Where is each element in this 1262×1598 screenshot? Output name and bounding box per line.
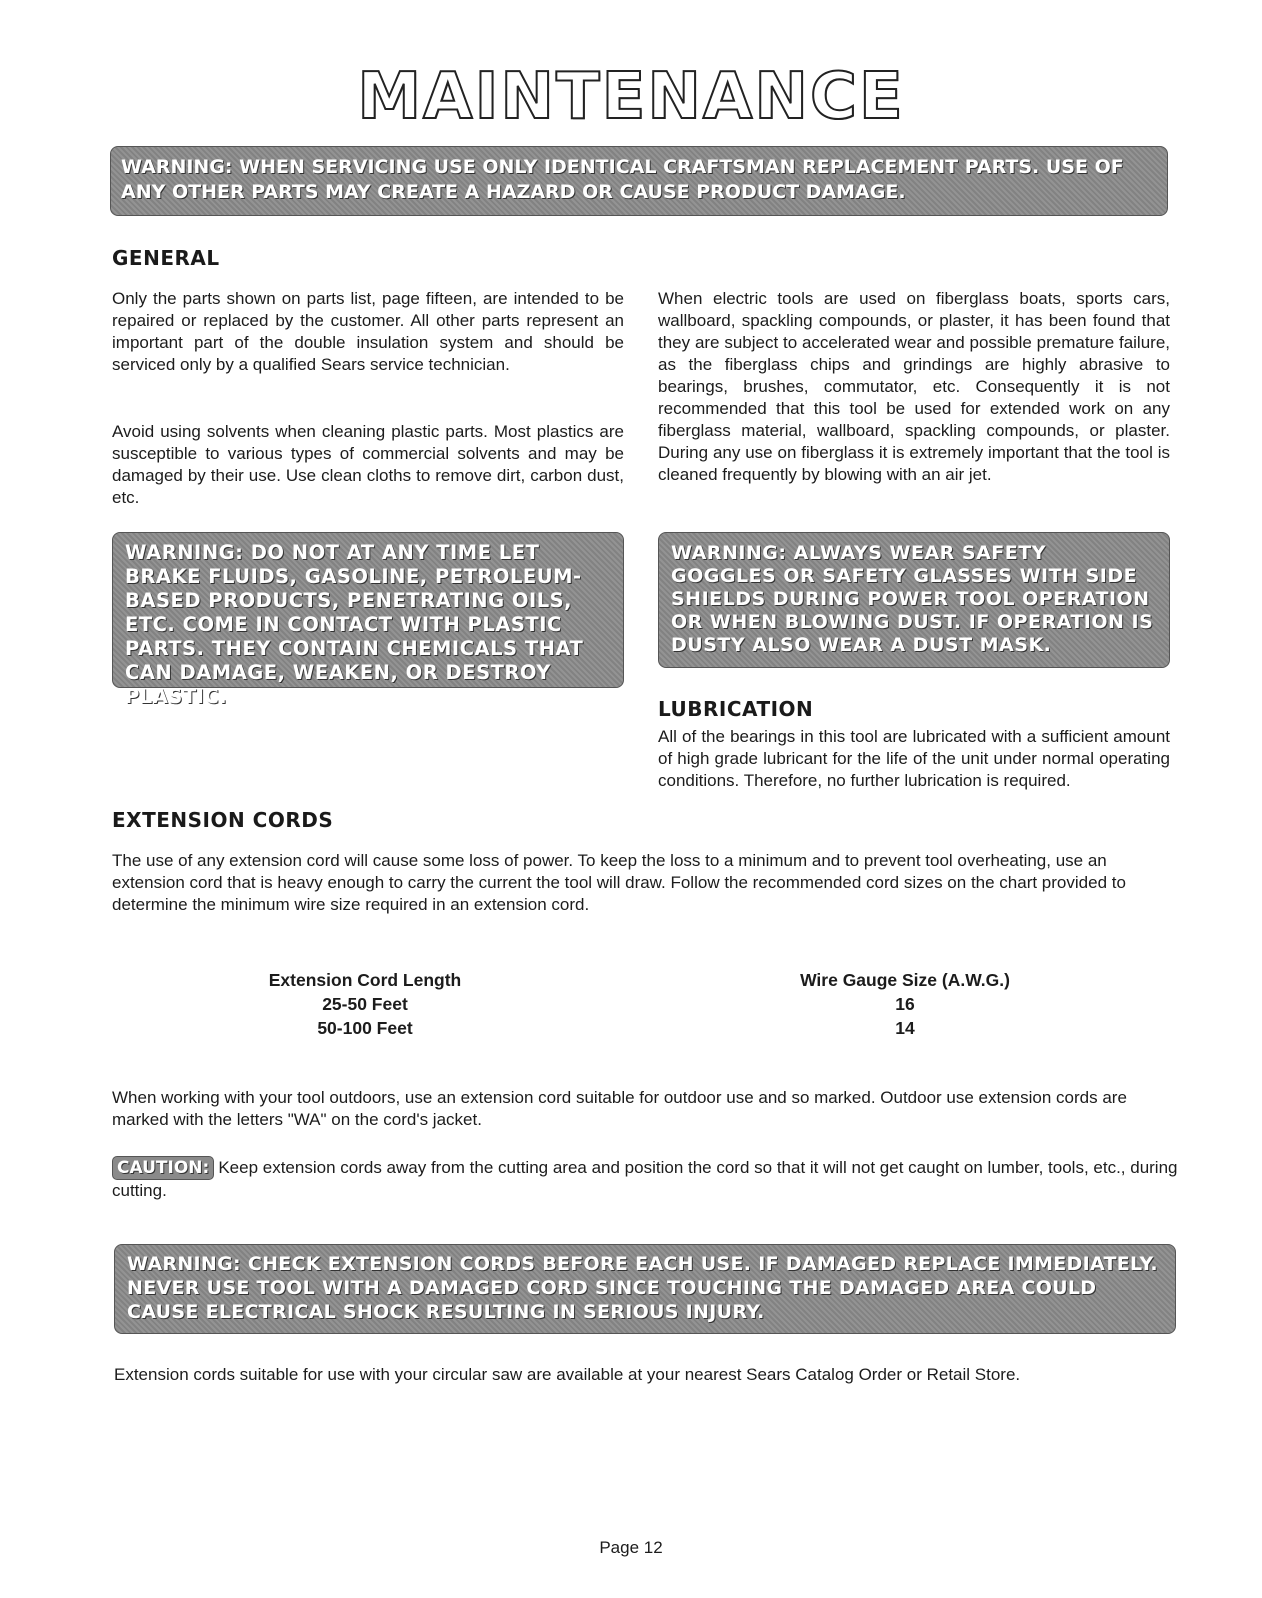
cord-table-length-row-1: 25-50 Feet [322, 994, 408, 1014]
caution-badge: CAUTION: [112, 1156, 214, 1180]
caution-text: Keep extension cords away from the cutting area and position the cord so that it will not get caught on lumber, tools, etc., during cutting. [112, 1158, 1178, 1200]
cord-table-gauge-column [760, 968, 1050, 1040]
general-heading: GENERAL [112, 246, 220, 270]
cord-table-length-header: Extension Cord Length [268, 970, 462, 990]
extension-paragraph-outdoor: When working with your tool outdoors, use an extension cord suitable for outdoor use and so marked. Outdoor use extension cords are marked with the letters "WA" on the cord's jacket. [112, 1088, 1127, 1129]
cord-table-gauge-header: Wire Gauge Size (A.W.G.) [800, 970, 1010, 990]
lubrication-paragraph: All of the bearings in this tool are lubricated with a sufficient amount of high grade lubricant for the life of the unit under normal operating conditions. Therefore, no further lubrication is required. [658, 727, 1170, 790]
page-number: Page 12 [599, 1538, 663, 1557]
caution-note [112, 1156, 1178, 1202]
cord-table-gauge-row-2: 14 [895, 1018, 915, 1038]
extension-cords-heading: EXTENSION CORDS [112, 808, 334, 832]
warning-replacement-parts: WARNING: WHEN SERVICING USE ONLY IDENTICAL CRAFTSMAN REPLACEMENT PARTS. USE OF ANY OTHER PARTS MAY CREATE A HAZARD OR CAUSE PRODUCT DAMAGE. [110, 146, 1168, 216]
cord-table-gauge-row-1: 16 [895, 994, 915, 1014]
page-title: MAINTENANCE [357, 60, 905, 134]
extension-paragraph-availability: Extension cords suitable for use with your circular saw are available at your nearest Sears Catalog Order or Retail Store. [114, 1365, 1021, 1384]
cord-table-length-column [220, 968, 510, 1040]
general-paragraph-fiberglass: When electric tools are used on fiberglass boats, sports cars, wallboard, spackling compounds, or plaster, it has been found that they are subject to accelerated wear and possible premature failure, as the fiberglass chips and grindings are highly abrasive to bearings, brushes, commutator, etc. Consequently it is not recommended that this tool be used for extended work on any fiberglass material, wallboard, spackling compounds, or plaster. During any use on fiberglass it is extremely important that the tool is cleaned frequently by blowing with an air jet. [658, 289, 1170, 484]
extension-paragraph-power-loss: The use of any extension cord will cause some loss of power. To keep the loss to a minimum and to prevent tool overheating, use an extension cord that is heavy enough to carry the current the tool will draw. Follow the recommended cord sizes on the chart provided to determine the minimum wire size required in an extension cord. [112, 851, 1126, 914]
cord-table-length-row-2: 50-100 Feet [317, 1018, 413, 1038]
warning-safety-goggles: WARNING: ALWAYS WEAR SAFETY GOGGLES OR SAFETY GLASSES WITH SIDE SHIELDS DURING POWER TOOL OPERATION OR WHEN BLOWING DUST. IF OPERATION IS DUSTY ALSO WEAR A DUST MASK. [658, 532, 1170, 668]
warning-plastic-parts: WARNING: DO NOT AT ANY TIME LET BRAKE FLUIDS, GASOLINE, PETROLEUM-BASED PRODUCTS, PENETRATING OILS, ETC. COME IN CONTACT WITH PLASTIC PARTS. THEY CONTAIN CHEMICALS THAT CAN DAMAGE, WEAKEN, OR DESTROY PLASTIC. [112, 532, 624, 688]
warning-damaged-cords: WARNING: CHECK EXTENSION CORDS BEFORE EACH USE. IF DAMAGED REPLACE IMMEDIATELY. NEVER USE TOOL WITH A DAMAGED CORD SINCE TOUCHING THE DAMAGED AREA COULD CAUSE ELECTRICAL SHOCK RESULTING IN SERIOUS INJURY. [114, 1244, 1176, 1334]
general-paragraph-solvents: Avoid using solvents when cleaning plastic parts. Most plastics are susceptible to various types of commercial solvents and may be damaged by their use. Use clean cloths to remove dirt, carbon dust, etc. [112, 422, 624, 507]
general-paragraph-parts: Only the parts shown on parts list, page fifteen, are intended to be repaired or replaced by the customer. All other parts represent an important part of the double insulation system and should be serviced only by a qualified Sears service technician. [112, 289, 624, 374]
lubrication-heading: LUBRICATION [658, 697, 814, 721]
